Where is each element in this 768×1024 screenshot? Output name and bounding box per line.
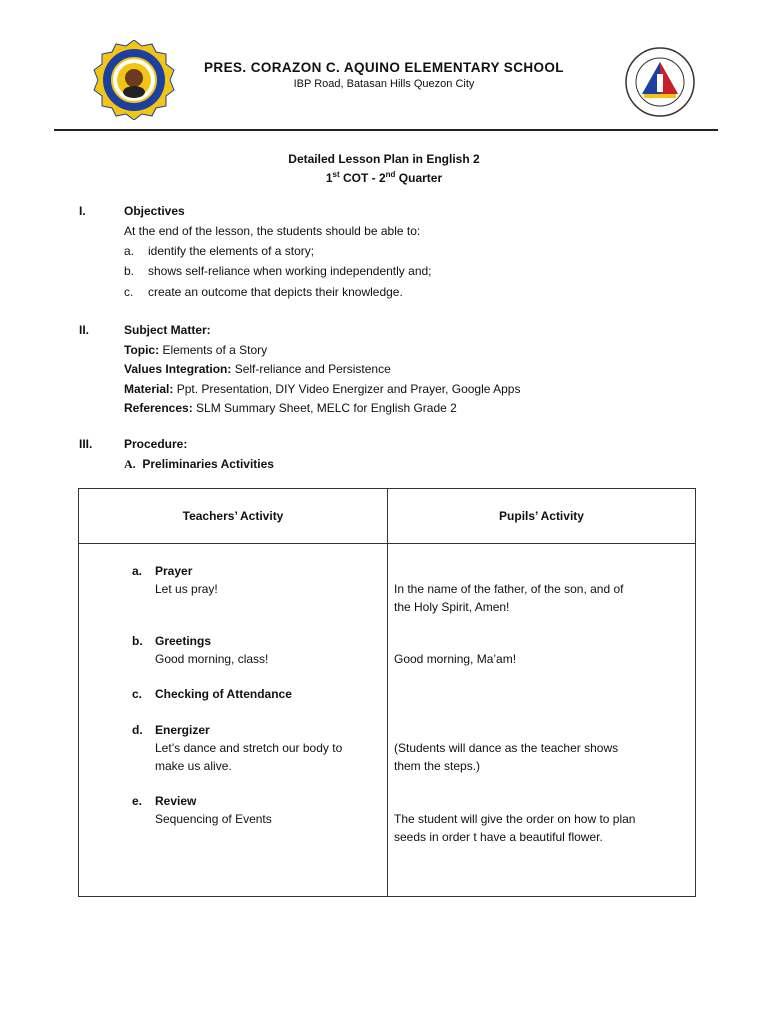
activity-letter: b. bbox=[132, 634, 143, 648]
objective-text: create an outcome that depicts their knowledge. bbox=[148, 285, 403, 299]
teacher-line: Let’s dance and stretch our body to bbox=[155, 741, 343, 755]
objective-letter: c. bbox=[124, 285, 134, 299]
teacher-line: Sequencing of Events bbox=[155, 812, 272, 826]
pupil-line: them the steps.) bbox=[394, 759, 481, 773]
teacher-line: make us alive. bbox=[155, 759, 232, 773]
objective-letter: b. bbox=[124, 264, 135, 278]
lesson-plan-title: Detailed Lesson Plan in English 2 bbox=[288, 152, 480, 166]
activity-title: Prayer bbox=[155, 564, 193, 578]
section-heading-objectives: Objectives bbox=[124, 204, 185, 218]
activity-letter: a. bbox=[132, 564, 143, 578]
pupil-line: The student will give the order on how to plan bbox=[394, 812, 636, 826]
objective-letter: a. bbox=[124, 244, 135, 258]
section-heading-subject: Subject Matter: bbox=[124, 323, 211, 337]
activity-letter: d. bbox=[132, 723, 143, 737]
material-line: Material: Ppt. Presentation, DIY Video Energizer and Prayer, Google Apps bbox=[124, 382, 521, 396]
activity-title: Checking of Attendance bbox=[155, 687, 292, 701]
objectives-intro: At the end of the lesson, the students should be able to: bbox=[124, 224, 421, 238]
teacher-line: Let us pray! bbox=[155, 582, 218, 596]
teacher-line: Good morning, class! bbox=[155, 652, 269, 666]
activity-title: Review bbox=[155, 794, 197, 808]
references-line: References: SLM Summary Sheet, MELC for English Grade 2 bbox=[124, 401, 457, 415]
school-name: PRES. CORAZON C. AQUINO ELEMENTARY SCHOOL bbox=[204, 60, 564, 75]
section-heading-procedure: Procedure: bbox=[124, 437, 188, 451]
section-numeral-objectives: I. bbox=[79, 204, 86, 218]
pupil-line: (Students will dance as the teacher shows bbox=[394, 741, 619, 755]
values-line: Values Integration: Self-reliance and Persistence bbox=[124, 362, 391, 376]
lesson-plan-subtitle: 1st COT - 2nd Quarter bbox=[325, 170, 443, 185]
activity-title: Greetings bbox=[155, 634, 212, 648]
school-address: IBP Road, Batasan Hills Quezon City bbox=[293, 78, 475, 90]
pupil-line: the Holy Spirit, Amen! bbox=[394, 600, 510, 614]
teacher-activity-header: Teachers’ Activity bbox=[79, 489, 388, 544]
activity-table bbox=[78, 488, 696, 897]
pupil-activity-header: Pupils’ Activity bbox=[388, 489, 696, 544]
activity-title: Energizer bbox=[155, 723, 210, 737]
pupil-line: In the name of the father, of the son, and of bbox=[394, 582, 624, 596]
pupil-line: Good morning, Ma’am! bbox=[394, 652, 517, 666]
objective-text: identify the elements of a story; bbox=[148, 244, 315, 258]
pupil-activity-cell bbox=[388, 544, 696, 897]
pupil-line: seeds in order t have a beautiful flower. bbox=[394, 830, 603, 844]
header-divider bbox=[54, 129, 718, 131]
preliminaries-heading: A. Preliminaries Activities bbox=[124, 457, 274, 471]
activity-letter: c. bbox=[132, 687, 143, 701]
section-numeral-subject: II. bbox=[79, 323, 90, 337]
topic-line: Topic: Elements of a Story bbox=[124, 343, 268, 357]
objective-text: shows self-reliance when working independently and; bbox=[148, 264, 432, 278]
section-numeral-procedure: III. bbox=[79, 437, 93, 451]
teacher-activity-cell bbox=[79, 544, 388, 897]
activity-letter: e. bbox=[132, 794, 143, 808]
